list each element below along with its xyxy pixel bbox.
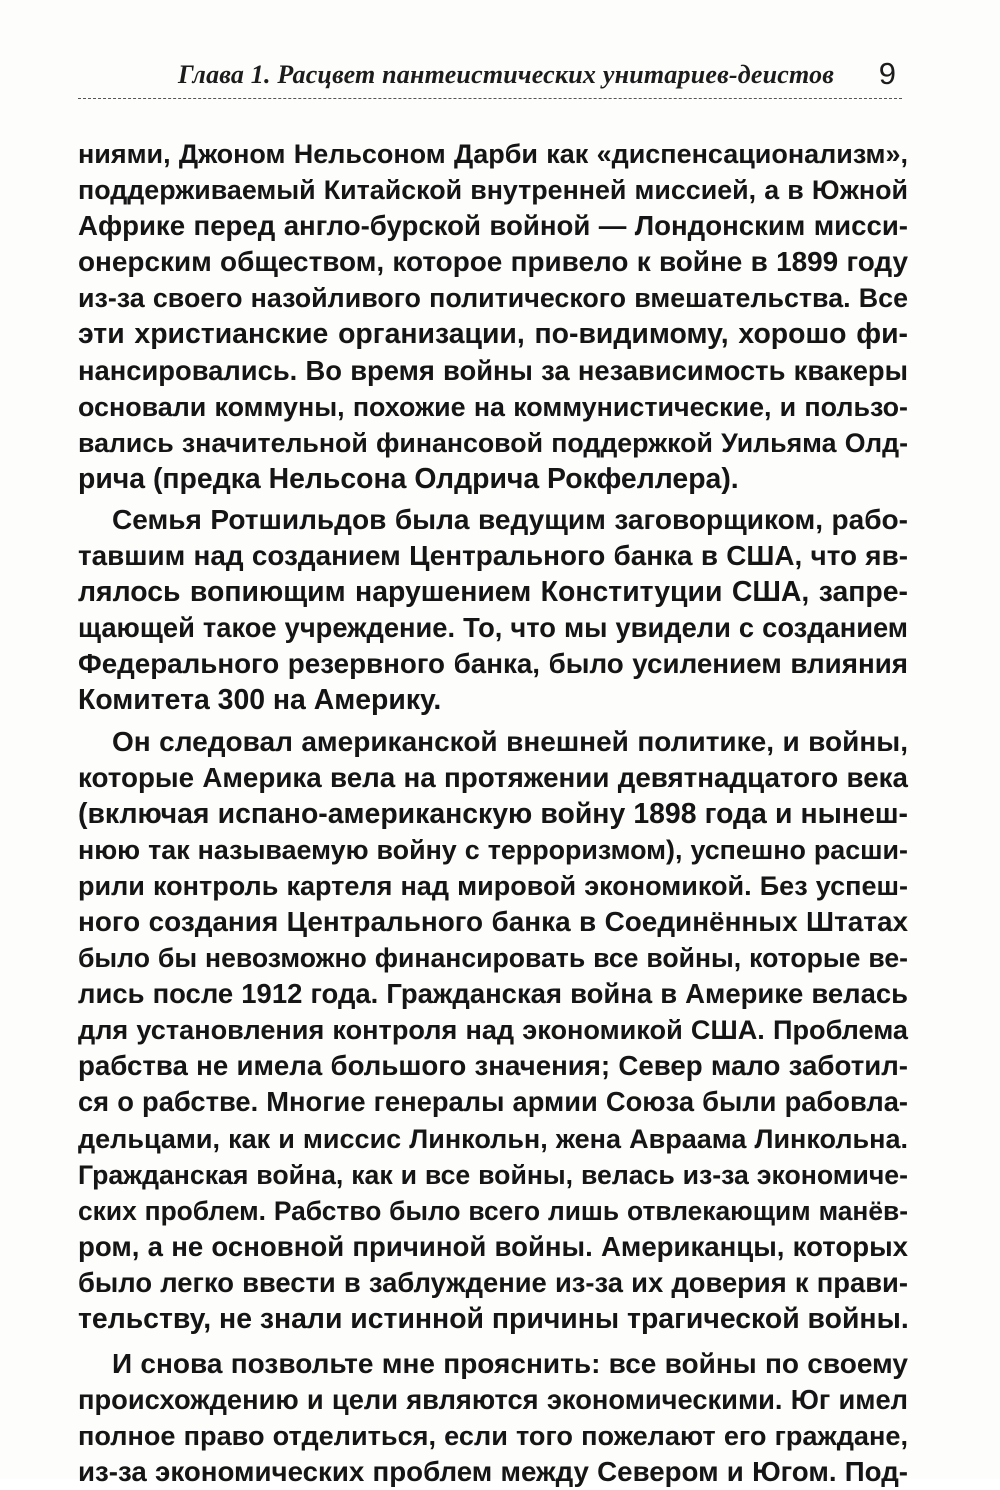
text-line: эти христианские организации, по-видимому, хорошо фи- xyxy=(78,318,908,351)
text-line: из-за своего назойливого политического вмешательства. Все xyxy=(78,283,908,314)
chapter-title: Глава 1. Расцвет пантеистических унитариев-деистов xyxy=(178,60,835,89)
text-line: лялось вопиющим нарушением Конституции США, запре- xyxy=(78,576,908,609)
text-line: лись после 1912 года. Гражданская война в Америке велась xyxy=(78,978,908,1010)
body-text xyxy=(78,136,908,1490)
text-line: поддерживаемый Китайской внутренней миссией, а в Южной xyxy=(78,175,908,206)
text-line: было бы невозможно финансировать все войны, которые ве- xyxy=(78,943,908,974)
text-line: ниями, Джоном Нельсоном Дарби как «диспенсационализм», xyxy=(78,139,908,169)
text-line: Африке перед англо-бурской войной — Лондонским мисси- xyxy=(78,210,908,242)
text-line: нюю так называемую войну с терроризмом), успешно расши- xyxy=(78,834,908,865)
header-divider xyxy=(78,98,902,99)
text-line: полное право отделиться, если того пожелают его граждане, xyxy=(78,1420,908,1452)
text-line: (включая испано-американскую войну 1898 года и нынеш- xyxy=(78,797,908,830)
text-line: Федерального резервного банка, было усилением влияния xyxy=(78,648,908,680)
text-line: рича (предка Нельсона Олдрича Рокфеллера). xyxy=(78,462,739,495)
text-line: было легко ввести в заблуждение из-за их доверия к прави- xyxy=(78,1266,908,1298)
text-line: вались значительной финансовой поддержкой Уильяма Олд- xyxy=(78,427,908,458)
text-line: онерским обществом, которое привело к войне в 1899 году xyxy=(78,246,908,278)
text-line: ного создания Центрального банка в Соединённых Штатах xyxy=(78,905,908,937)
paragraph xyxy=(78,136,908,497)
text-line: тавшим над созданием Центрального банка в США, что яв- xyxy=(78,540,908,572)
text-line: Гражданская война, как и все войны, велась из-за экономиче- xyxy=(78,1159,908,1190)
text-line: ся о рабстве. Многие генералы армии Союза были рабовла- xyxy=(78,1086,908,1118)
text-line: происхождению и цели являются экономическими. Юг имел xyxy=(78,1384,908,1416)
text-line: которые Америка вела на протяжении девятнадцатого века xyxy=(78,761,908,793)
running-header xyxy=(78,58,910,98)
paragraph xyxy=(78,502,908,719)
text-line: ром, а не основной причиной войны. Американцы, которых xyxy=(78,1230,908,1262)
paragraph xyxy=(78,724,908,1338)
text-line: рабства не имела большого значения; Север мало заботил- xyxy=(78,1050,908,1082)
text-line: рили контроль картеля над мировой экономикой. Без успеш- xyxy=(78,870,908,901)
text-line: щающей такое учреждение. То, что мы увидели с созданием xyxy=(78,612,908,644)
page-number: 9 xyxy=(878,56,896,91)
text-line: основали коммуны, похожие на коммунистические, и пользо- xyxy=(78,391,908,422)
text-line: Он следовал американской внешней политике, и войны, xyxy=(112,725,908,757)
paragraph xyxy=(78,1346,908,1490)
text-line: ских проблем. Рабство было всего лишь отвлекающим манёв- xyxy=(78,1195,908,1226)
text-line: из-за экономических проблем между Севером и Югом. Под- xyxy=(78,1456,908,1488)
text-line: И снова позвольте мне прояснить: все войны по своему xyxy=(112,1348,908,1380)
text-line: тельству, не знали истинной причины трагической войны. xyxy=(78,1303,909,1335)
text-line: дельцами, как и миссис Линкольн, жена Авраама Линкольна. xyxy=(78,1123,908,1154)
text-line: для установления контроля над экономикой США. Проблема xyxy=(78,1014,908,1046)
text-line: Комитета 300 на Америку. xyxy=(78,684,442,717)
text-line: нансировались. Во время войны за независимость квакеры xyxy=(78,354,908,386)
paragraph-gap xyxy=(78,1337,908,1346)
text-line: Семья Ротшильдов была ведущим заговорщиком, рабо- xyxy=(112,503,908,535)
